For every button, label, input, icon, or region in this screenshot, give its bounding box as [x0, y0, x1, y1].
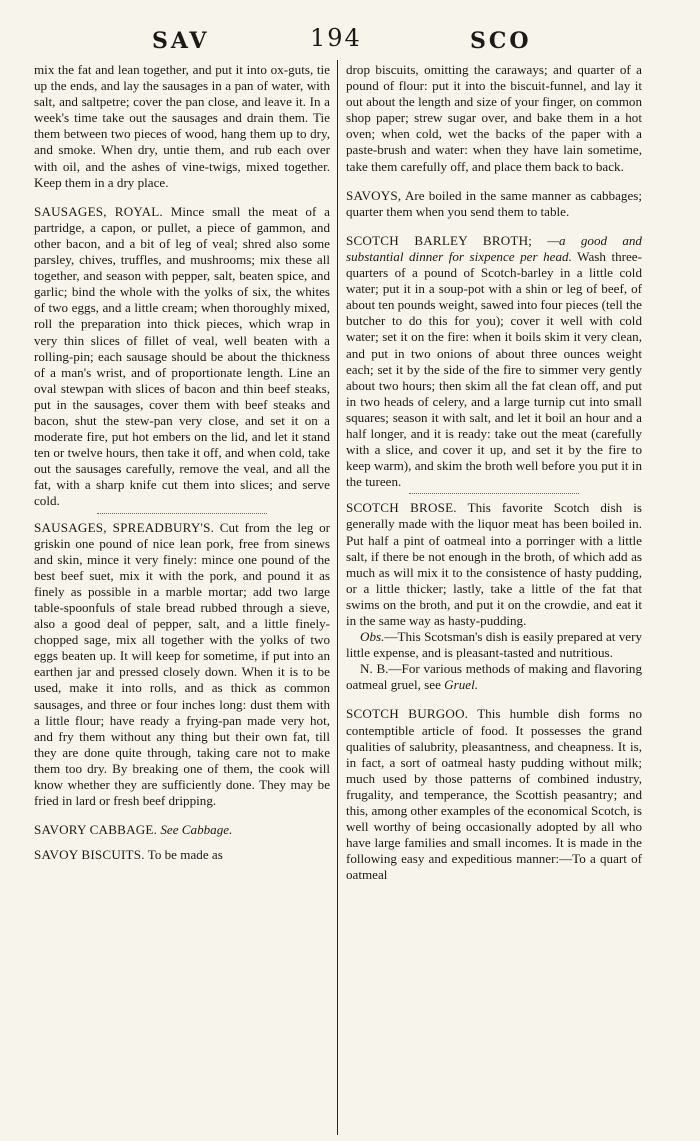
entry-scotch-brose: [346, 500, 642, 629]
entry-title: SAUSAGES, SPREADBURY'S.: [34, 519, 215, 535]
entry-body: This humble dish forms no contemptible article of food. It possesses the grand qualities of salubrity, pleasantness, and cheapness. It is, in fact, a sort of oatmeal hasty pudding without milk; much used by those patterns of combined industry, frugality, and temperance, the Scottish peasantry; and this, among other examples of the economical Scotch, is well worthy of being occasionally adopted by all who have large families and small incomes. It is made in the following easy and expeditious manner:—To a quart of oatmeal: [346, 706, 642, 883]
entry-subtitle: —a good and substantial dinner for sixpence per head.: [346, 232, 642, 264]
entry-body: To be made as: [147, 847, 223, 863]
observation-note: [346, 629, 642, 661]
entry-title: SAVOY BISCUITS.: [34, 847, 145, 863]
entry-separator: [409, 493, 579, 494]
entry-title: SCOTCH BROSE.: [346, 500, 457, 516]
cross-reference: Gruel.: [444, 677, 478, 693]
running-header: [0, 22, 700, 58]
entry-body: This favorite Scotch dish is generally made with the liquor meat has been boiled in. Put half a pint of oatmeal into a porringer with a little salt, if there be not enough in the broth, of which add as much as will mix it to the consistence of hasty pudding, or a little thicker; lastly, take a little of the fat that swims on the broth, and put it on the crowdie, and eat it in the same way as hasty-pudding.: [346, 500, 642, 628]
entry-savory-cabbage: [34, 822, 330, 838]
left-column: [34, 62, 330, 863]
page-number: 194: [310, 24, 362, 52]
right-column: [346, 62, 642, 884]
continued-paragraph: mix the fat and lean together, and put it into ox-guts, tie up the ends, and lay the sausages in a pan of water, with salt, and saltpetre; cover the pan close, and leave it. In a week's time take out the sausages and drain them. Tie them between two pieces of wood, hang them up to dry, and smoke. When dry, untie them, and rub each over with oil, and the ashes of vine-twigs, mixed together. Keep them in a dry place.: [34, 62, 330, 190]
entry-scotch-burgoo: [346, 706, 642, 883]
entry-title: SCOTCH BARLEY BROTH;: [346, 232, 533, 248]
entry-sausages-royal: [34, 204, 330, 510]
entry-title: SAUSAGES, ROYAL.: [34, 203, 163, 219]
nb-text: N. B.—For various methods of making and flavoring oatmeal gruel, see: [346, 661, 642, 693]
entry-savoys: [346, 188, 642, 220]
entry-body: Wash three-quarters of a pound of Scotch-barley in a little cold water; put it in a soup-pot with a shin or leg of beef, of about ten pounds weight, sawed into four pieces (tell the butcher to do this for you); cover it well with cold water; set it on the fire: when it boils skim it very clean, and put in two onions of about three ounces weight each; set it by the side of the fire to simmer very gently about two hours; then skim all the fat clean off, and put in two heads of celery, and a large turnip cut into small squares; season it with salt, and let it boil an hour and a half longer, and it is ready: take out the meat (carefully with a slice, and cover it up, and set it by the fire to keep warm), and skim the broth well before you put it in the tureen.: [346, 248, 642, 490]
column-divider: [337, 60, 338, 1135]
entry-title: SAVORY CABBAGE.: [34, 822, 158, 838]
entry-savoy-biscuits: [34, 847, 330, 863]
entry-body: Are boiled in the same manner as cabbages; quarter them when you send them to table.: [346, 187, 642, 219]
obs-text: —This Scotsman's dish is easily prepared at very little expense, and is pleasant-tasted and nutritious.: [346, 629, 642, 661]
continued-paragraph: drop biscuits, omitting the caraways; and quarter of a pound of flour: put it into the biscuit-funnel, and lay it out about the length and size of your finger, on common shop paper; strew sugar over, and bake them in a hot oven; when cold, wet the backs of the paper with a paste-brush and water: when they have lain sometime, take them carefully off, and place them back to back.: [346, 62, 642, 174]
entry-body: Cut from the leg or griskin one pound of nice lean pork, free from sinews and skin, mince it very finely: mince one pound of the best beef suet, mix it with the pork, and pound it as finely as possible in a marble mortar; add two large table-spoonfuls of stale bread rubbed through a sieve, also a good deal of pepper, salt, and a little finely-chopped sage, mix all together with the yolks of two eggs beaten up. It will keep for sometime, if put into an earthen jar and pressed closely down. When it is to be used, make it into rolls, and as thick as common sausages, and three or four inches long: dust them with a little flour; have ready a frying-pan made very hot, and fry them without any thing but their own fat, till they are done quite through, taking care not to make them too dry. By breaking one of them, the cook will know whether they are sufficiently done. They may be fried in lard or fresh beef dripping.: [34, 519, 330, 809]
header-right-guide-word: SCO: [470, 28, 532, 54]
nota-bene: [346, 661, 642, 693]
cross-reference: See Cabbage.: [160, 822, 233, 838]
entry-title: SAVOYS,: [346, 187, 402, 203]
entry-separator: [97, 513, 267, 514]
header-left-guide-word: SAV: [152, 28, 210, 54]
entry-sausages-spreadbury: [34, 520, 330, 810]
entry-title: SCOTCH BURGOO.: [346, 706, 469, 722]
entry-body: Mince small the meat of a partridge, a capon, or pullet, a piece of gammon, and other bacon, and a bit of leg of veal; shred also some parsley, chives, truffles, and mushrooms; mix these all together, and season with pepper, salt, beaten spice, and garlic; bind the whole with the yolks of six, the whites of two eggs, and a little cream; when thoroughly mixed, roll the preparation into thick pieces, which wrap in very thin slices of fillet of veal, well beaten with a rolling-pin; each sausage should be about the thickness of a man's wrist, and of proportionate length. Line an oval stewpan with slices of bacon and thin beef steaks, put in the sausages, cover them with beef steaks and bacon, shut the stew-pan very close, and set it on a moderate fire, put hot embers on the lid, and let it stand ten or twelve hours, then take it off, and when cold, take out the sausages carefully, remove the veal, and all the fat, with a sharp knife cut them into slices; and serve cold.: [34, 203, 330, 509]
obs-label: Obs.: [360, 629, 385, 645]
entry-scotch-barley-broth: [346, 233, 642, 491]
